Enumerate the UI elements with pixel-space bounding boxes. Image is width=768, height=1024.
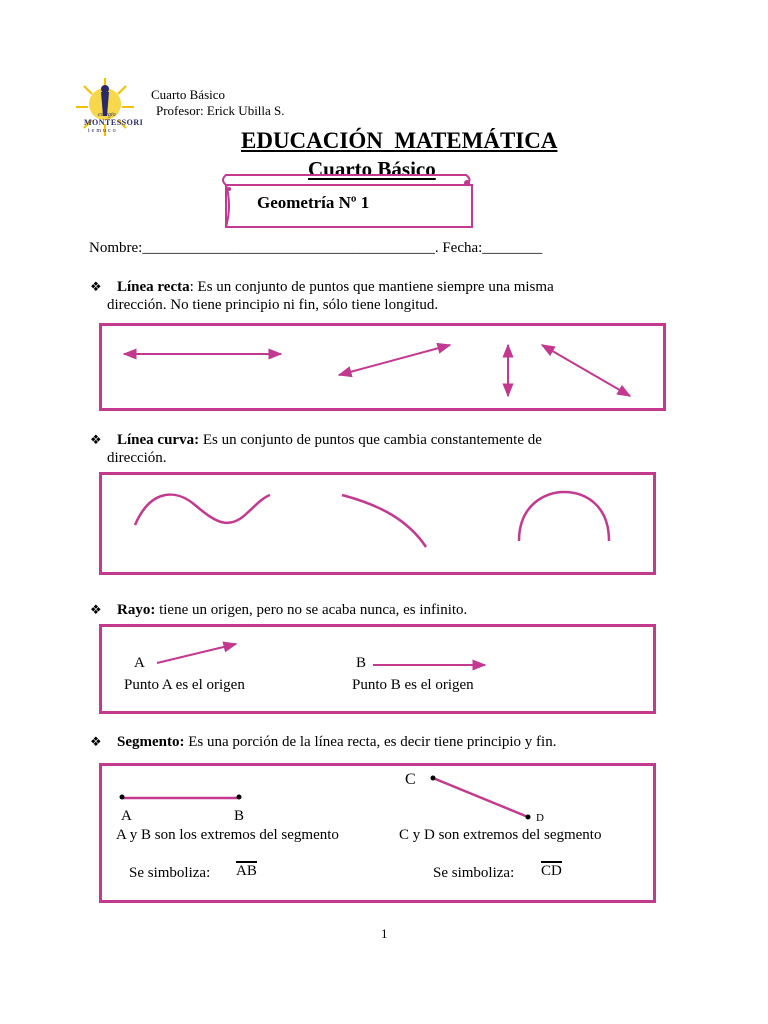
page-subtitle: Cuarto Básico: [308, 157, 436, 181]
term-segmento: Segmento:: [117, 734, 185, 750]
segment-cd: [433, 778, 528, 817]
symbol-label-ab: Se simboliza:: [129, 865, 211, 881]
name-date-line: Nombre:_______________________________________. Fecha:________: [89, 240, 543, 256]
ray-a: [157, 644, 236, 663]
header-line-2: Profesor: Erick Ubilla S.: [156, 103, 285, 118]
page-title: EDUCACIÓN MATEMÁTICA: [241, 128, 558, 153]
term-curva: Línea curva:: [117, 432, 200, 448]
diamond-bullet-icon: ❖: [90, 432, 102, 447]
page-number: 1: [381, 926, 388, 941]
straight-line-4: [542, 345, 630, 396]
segment-caption-ab: A y B son los extremos del segmento: [116, 827, 339, 843]
section-segmento-text: Segmento: Es una porción de la línea recta, es decir tiene principio y fin.: [117, 734, 557, 750]
straight-line-2: [339, 345, 450, 375]
rayo-caption-a: Punto A es el origen: [124, 677, 245, 693]
section-recta-text: Línea recta: Es un conjunto de puntos que mantiene siempre una misma: [117, 279, 554, 295]
diamond-bullet-icon: ❖: [90, 734, 102, 749]
symbol-label-cd: Se simboliza:: [433, 865, 515, 881]
segment-caption-cd: C y D son extremos del segmento: [399, 827, 602, 843]
segment-label-d: D: [536, 812, 544, 824]
symbol-ab: AB: [236, 863, 257, 879]
arc-curve: [342, 495, 426, 547]
rayo-label-b: B: [356, 655, 367, 671]
logo-small-text: colegio: [98, 112, 116, 118]
logo-city: temuco: [88, 128, 118, 134]
point-a: [120, 795, 125, 800]
point-c: [431, 776, 436, 781]
rayo-caption-b: Punto B es el origen: [352, 677, 474, 693]
point-d: [526, 815, 531, 820]
semicircle-curve: [519, 492, 609, 541]
banner-text: Geometría Nº 1: [257, 193, 370, 212]
header-line-1: Cuarto Básico: [151, 87, 226, 102]
point-b: [237, 795, 242, 800]
diamond-bullet-icon: ❖: [90, 602, 102, 617]
section-rayo-text: Rayo: tiene un origen, pero no se acaba nunca, es infinito.: [117, 602, 468, 618]
segment-label-b: B: [234, 808, 245, 824]
term-recta: Línea recta: [117, 279, 190, 295]
section-recta-text-2: dirección. No tiene principio ni fin, sólo tiene longitud.: [107, 297, 439, 313]
logo-name: MONTESSORI: [84, 118, 144, 127]
wave-curve: [135, 495, 270, 525]
rayo-label-a: A: [134, 655, 145, 671]
diamond-bullet-icon: ❖: [90, 279, 102, 294]
section-curva-text-2: dirección.: [107, 450, 167, 466]
section-curva-text: Línea curva: Es un conjunto de puntos que cambia constantemente de: [117, 432, 542, 448]
segment-label-a: A: [121, 808, 132, 824]
term-rayo: Rayo:: [117, 602, 156, 618]
symbol-cd: CD: [541, 863, 562, 879]
segment-label-c: C: [405, 771, 416, 788]
